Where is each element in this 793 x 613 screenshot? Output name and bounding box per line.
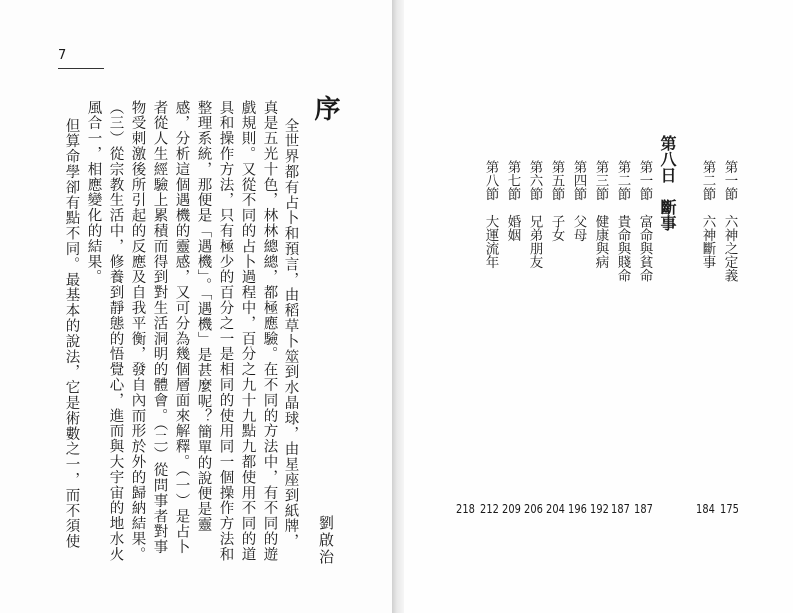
toc-entry-8 <box>527 160 541 269</box>
toc-entry-title: 大運流年 <box>482 214 499 269</box>
toc-entry-title: 子女 <box>548 214 565 242</box>
body-column-11: 但算命學卻有點不同。最基本的說法，它是術數之一，而不須使 <box>63 118 80 550</box>
toc-entry-number: 第四節 <box>570 160 587 201</box>
toc-page-ref: 209 <box>502 502 521 516</box>
body-column-8: 物受刺激後所引起的反應及自我平衡，發自內而形於外的歸納結果。 <box>129 100 146 562</box>
page-number: 7 <box>58 48 67 63</box>
toc-page-ref: 184 <box>696 502 715 516</box>
toc-entry-title: 六神之定義 <box>721 214 738 282</box>
toc-entry-title: 六神斷事 <box>699 214 716 269</box>
toc-page-ref: 187 <box>611 502 630 516</box>
toc-entry-number: 第八節 <box>482 160 499 201</box>
toc-entry-7 <box>549 160 563 242</box>
body-column-6: 感，分析這個遇機的靈感，又可分為幾個層面來解釋。（一）是占卜 <box>173 100 190 555</box>
toc-entry-6 <box>571 160 585 242</box>
body-column-10: 風合一，相應變化的結果。 <box>85 100 102 285</box>
body-column-9: （三）從宗教生活中，修養到靜態的悟覺心，進而與大宇宙的地水火 <box>107 100 124 562</box>
toc-entry-number: 第一節 <box>636 160 653 201</box>
body-column-5: 整理系統，那便是「遇機」。「遇機」是甚麼呢？簡單的說便是靈 <box>195 100 212 533</box>
preface-author: 劉啟治 <box>317 515 335 566</box>
toc-page-ref: 206 <box>524 502 543 516</box>
toc-page-ref: 175 <box>720 502 739 516</box>
toc-entry-number: 第六節 <box>526 160 543 201</box>
toc-entry-number: 第七節 <box>504 160 521 201</box>
toc-page-ref: 204 <box>546 502 565 516</box>
toc-page-ref: 192 <box>590 502 609 516</box>
toc-entry-2 <box>700 160 714 269</box>
toc-entry-title: 兄弟朋友 <box>526 214 543 269</box>
toc-entry-10 <box>483 160 497 269</box>
toc-page-ref: 187 <box>634 502 653 516</box>
book-gutter <box>392 0 404 613</box>
toc-entry-1 <box>722 160 736 282</box>
left-page <box>0 0 392 613</box>
preface-title: 序 <box>310 95 340 121</box>
body-column-3: 戲規則。又從不同的占卜過程中，百分之九十九點九都使用不同的道 <box>239 100 256 562</box>
toc-entry-number: 第二節 <box>699 160 716 201</box>
body-column-4: 具和操作方法，只有極少的百分之一是相同的使用同一個操作方法和 <box>217 100 234 562</box>
toc-entry-9 <box>505 160 519 242</box>
right-page <box>404 0 793 613</box>
toc-entry-4 <box>615 160 629 282</box>
toc-entry-number: 第一節 <box>721 160 738 201</box>
toc-page-ref: 212 <box>480 502 499 516</box>
body-column-7: 者從人生經驗上累積而得到對生活洞明的體會。（二）從問事者對事 <box>151 100 168 555</box>
toc-entry-number: 第二節 <box>614 160 631 201</box>
toc-page-ref: 196 <box>568 502 587 516</box>
toc-entry-title: 健康與病 <box>592 214 609 269</box>
toc-entry-5 <box>593 160 607 269</box>
toc-entry-title: 富命與貧命 <box>636 214 653 282</box>
toc-entry-3 <box>637 160 651 282</box>
toc-entry-title: 貴命與賤命 <box>614 214 631 282</box>
toc-page-ref: 218 <box>456 502 475 516</box>
toc-entry-number: 第三節 <box>592 160 609 201</box>
body-column-1: 全世界都有占卜和預言，由稻草卜筮到水晶球，由星座到紙牌， <box>282 118 299 550</box>
toc-entry-title: 婚姻 <box>504 214 521 242</box>
page-number-rule <box>58 68 104 69</box>
toc-entry-number: 第五節 <box>548 160 565 201</box>
toc-entry-title: 父母 <box>570 214 587 242</box>
body-column-2: 真是五光十色，林林總總，都極應驗。在不同的方法中，有不同的遊 <box>261 100 278 562</box>
toc-chapter-heading: 第八日 斷事 <box>658 135 677 231</box>
